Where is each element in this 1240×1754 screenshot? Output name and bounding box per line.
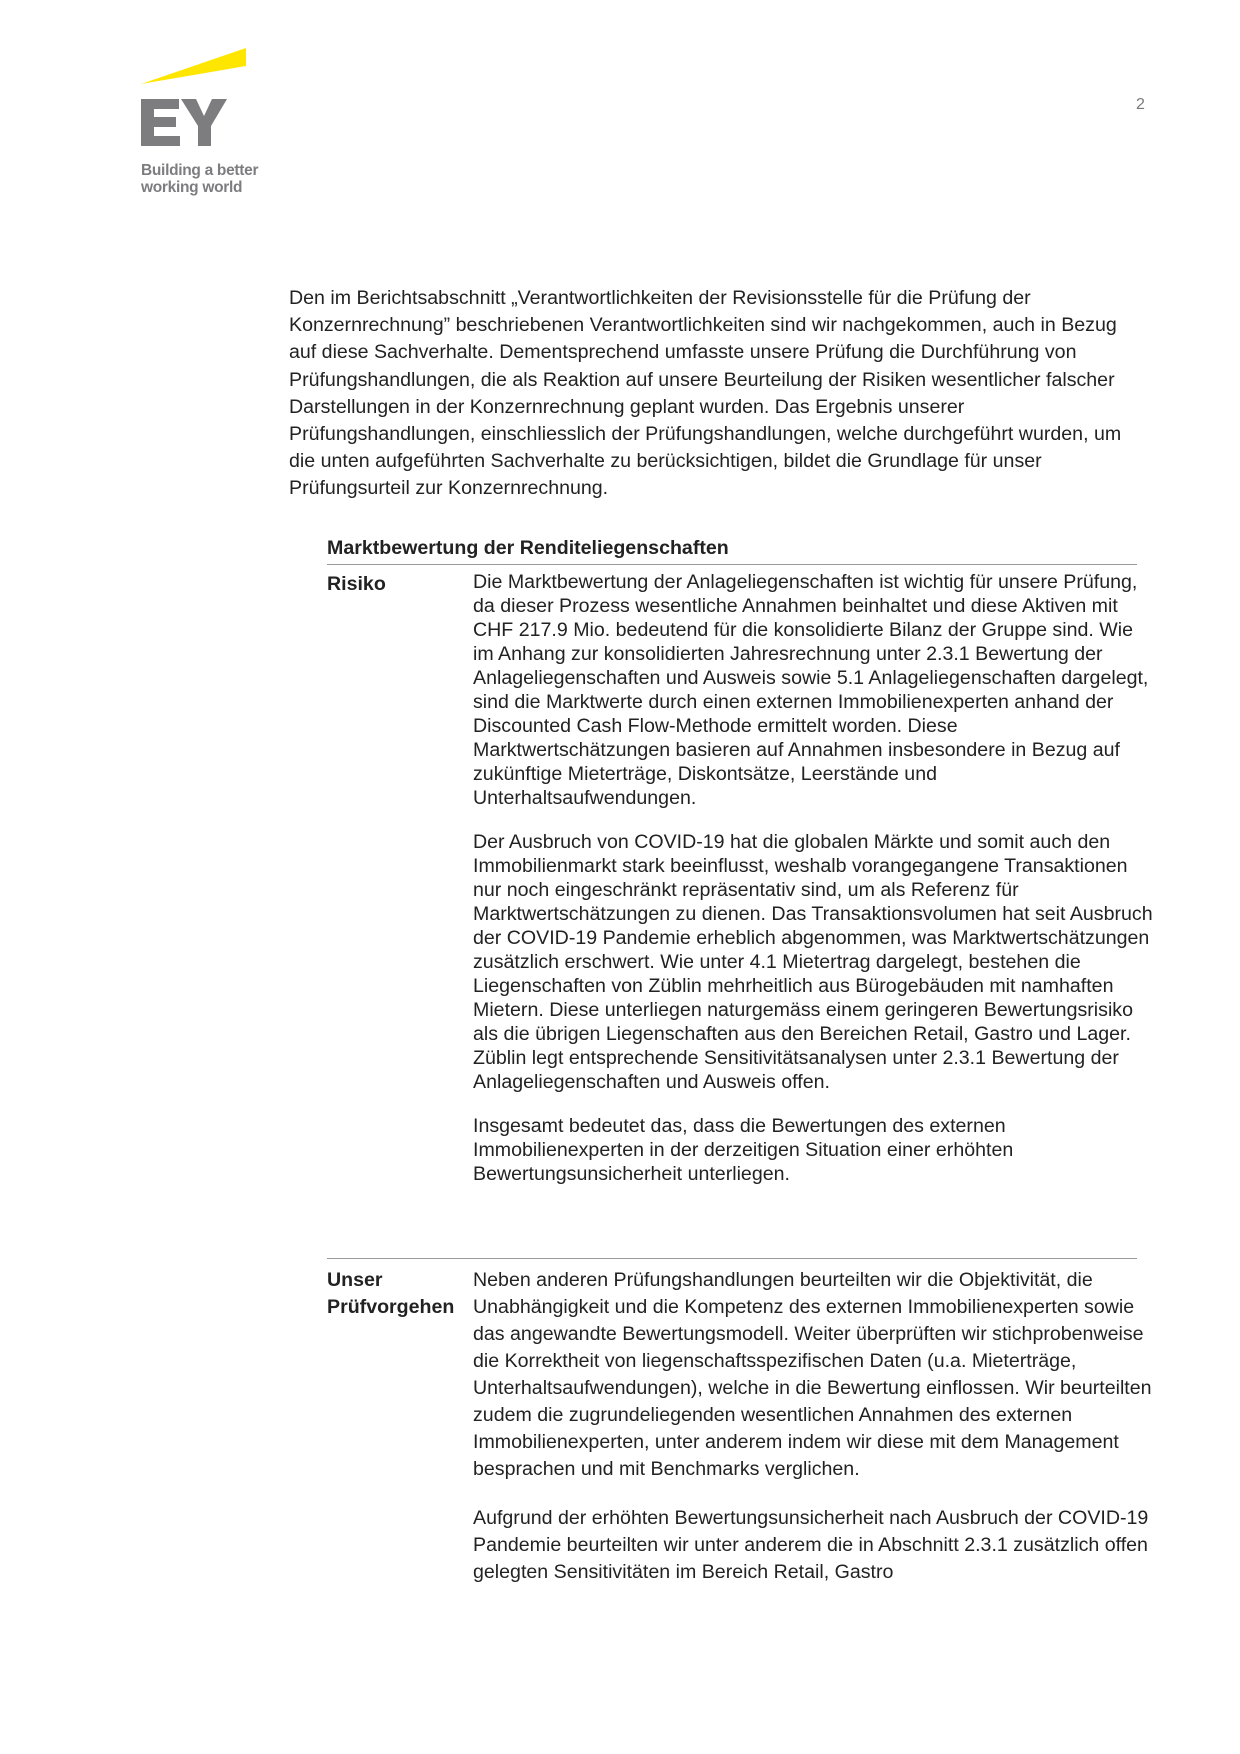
ey-logo-mark (141, 46, 277, 156)
risk-paragraph: Insgesamt bedeutet das, dass die Bewertungen des externen Immobilienexperten in der derzeitigen Situation einer erhöhten Bewertungsunsicherheit unterliegen. (473, 1115, 1014, 1185)
procedure-paragraph: Neben anderen Prüfungshandlungen beurteilten wir die Objektivität, die Unabhängigkeit und die Kompetenz des externen Immobilienexperten sowie das angewandte Bewertungsmodell. Weiter überprüften wir stichprobenweise die Korrektheit von liegenschaftsspezifischen Daten (u.a. Mieterträge, Unterhaltsaufwendungen), welche in die Bewertung einflossen. Wir beurteilten zudem die zugrundeliegenden wesentlichen Annahmen des externen Immobilienexperten, unter anderem indem wir diese mit dem Management besprachen und mit Benchmarks verglichen. (473, 1269, 1152, 1480)
logo-tagline (141, 162, 301, 196)
procedure-label (327, 1267, 467, 1321)
procedure-paragraph: Aufgrund der erhöhten Bewertungsunsicherheit nach Ausbruch der COVID-19 Pandemie beurteilten wir unter anderem die in Abschnitt 2.3.1 zusätzlich offen gelegten Sensitivitäten im Bereich Retail, Gastro (473, 1507, 1149, 1583)
ey-logo-letter-e (141, 99, 180, 146)
risk-paragraph: Der Ausbruch von COVID-19 hat die globalen Märkte und somit auch den Immobilienmarkt stark beeinflusst, weshalb vorangegangene Transaktionen nur noch eingeschränkt repräsentativ sind, um als Referenz für Marktwertschätzungen zu dienen. Das Transaktionsvolumen hat seit Ausbruch der COVID-19 Pandemie erheblich abgenommen, was Marktwertschätzungen zusätzlich erschwert. Wie unter 4.1 Mietertrag dargelegt, bestehen die Liegenschaften von Züblin mehrheitlich aus Bürogebäuden mit namhaften Mietern. Diese unterliegen naturgemäss einem geringeren Bewertungsrisiko als die übrigen Liegenschaften aus den Bereichen Retail, Gastro und Lager. Züblin legt entsprechende Sensitivitätsanalysen unter 2.3.1 Bewertung der Anlageliegenschaften und Ausweis offen. (473, 831, 1153, 1093)
ey-logo-letter-y (181, 99, 227, 146)
section-title: Marktbewertung der Renditeliegenschaften (327, 537, 729, 559)
risk-description (473, 570, 1153, 1206)
risk-label: Risiko (327, 573, 386, 595)
section-title-divider (327, 564, 1137, 565)
logo-tagline-line2: working world (141, 179, 243, 196)
ey-logo-beam (141, 48, 246, 84)
procedure-label-line2: Prüfvorgehen (327, 1296, 455, 1318)
risk-paragraph: Die Marktbewertung der Anlageliegenschaften ist wichtig für unsere Prüfung, da dieser Prozess wesentliche Annahmen beinhaltet und diese Aktiven mit CHF 217.9 Mio. bedeutend für die konsolidierte Bilanz der Gruppe sind. Wie im Anhang zur konsolidierten Jahresrechnung unter 2.3.1 Bewertung der Anlageliegenschaften und Ausweis sowie 5.1 Anlageliegenschaften dargelegt, sind die Marktwerte durch einen externen Immobilienexperten anhand der Discounted Cash Flow-Methode ermittelt worden. Diese Marktwertschätzungen basieren auf Annahmen insbesondere in Bezug auf zukünftige Mieterträge, Diskontsätze, Leerstände und Unterhaltsaufwendungen. (473, 571, 1149, 809)
row-divider (327, 1258, 1137, 1259)
procedure-description (473, 1267, 1153, 1608)
intro-paragraph: Den im Berichtsabschnitt „Verantwortlichkeiten der Revisionsstelle für die Prüfung der Konzernrechnung” beschriebenen Verantwortlichkeiten sind wir nachgekommen, auch in Bezug auf diese Sachverhalte. Dementsprechend umfasste unsere Prüfung die Durchführung von Prüfungshandlungen, die als Reaktion auf unsere Beurteilung der Risiken wesentlicher falscher Darstellungen in der Konzernrechnung geplant wurden. Das Ergebnis unserer Prüfungshandlungen, einschliesslich der Prüfungshandlungen, welche durchgeführt wurden, um die unten aufgeführten Sachverhalte zu berücksichtigen, bildet die Grundlage für unser Prüfungsurteil zur Konzernrechnung. (289, 287, 1122, 500)
procedure-label-line1: Unser (327, 1269, 383, 1291)
logo-tagline-line1: Building a better (141, 162, 259, 179)
page-number: 2 (1136, 96, 1145, 113)
ey-logo (141, 46, 277, 206)
